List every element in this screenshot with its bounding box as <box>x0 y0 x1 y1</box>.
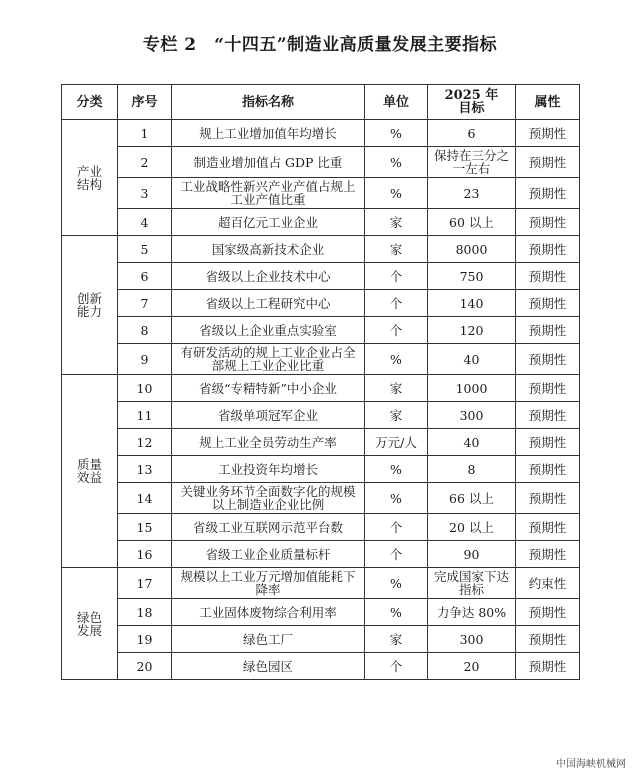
category-label-line: 结构 <box>76 176 102 192</box>
cell-target: 300 <box>428 402 516 429</box>
cell-target: 40 <box>428 429 516 456</box>
cell-indicator-name: 省级工业互联网示范平台数 <box>172 514 365 541</box>
cell-target: 40 <box>428 344 516 375</box>
cell-unit: 个 <box>365 290 428 317</box>
table-row <box>62 514 580 541</box>
table-row <box>62 263 580 290</box>
cell-indicator-name: 省级单项冠军企业 <box>172 402 365 429</box>
table-row <box>62 147 580 178</box>
cell-target: 20 以上 <box>428 514 516 541</box>
header-category: 分类 <box>62 85 118 120</box>
cell-indicator-name: 省级“专精特新”中小企业 <box>172 375 365 402</box>
cell-indicator-name: 工业固体废物综合利用率 <box>172 599 365 626</box>
cell-number: 3 <box>118 178 172 209</box>
category-label-line: 发展 <box>76 622 102 638</box>
cell-target: 66 以上 <box>428 483 516 514</box>
cell-attribute: 预期性 <box>516 514 580 541</box>
table-row <box>62 120 580 147</box>
cell-number: 18 <box>118 599 172 626</box>
cell-attribute: 预期性 <box>516 178 580 209</box>
cell-indicator-name: 规模以上工业万元增加值能耗下降率 <box>172 568 365 599</box>
cell-indicator-name: 绿色园区 <box>172 653 365 680</box>
cell-number: 15 <box>118 514 172 541</box>
cell-number: 9 <box>118 344 172 375</box>
cell-attribute: 约束性 <box>516 568 580 599</box>
cell-indicator-name: 有研发活动的规上工业企业占全部规上工业企业比重 <box>172 344 365 375</box>
cell-attribute: 预期性 <box>516 344 580 375</box>
cell-target: 120 <box>428 317 516 344</box>
cell-attribute: 预期性 <box>516 236 580 263</box>
cell-indicator-name: 关键业务环节全面数字化的规模以上制造业企业比例 <box>172 483 365 514</box>
category-label-line: 效益 <box>76 470 102 485</box>
table-row <box>62 483 580 514</box>
cell-unit: % <box>365 568 428 599</box>
cell-number: 11 <box>118 402 172 429</box>
cell-attribute: 预期性 <box>516 147 580 178</box>
cell-attribute: 预期性 <box>516 209 580 236</box>
cell-target: 1000 <box>428 375 516 402</box>
cell-number: 10 <box>118 375 172 402</box>
cell-attribute: 预期性 <box>516 456 580 483</box>
cell-number: 4 <box>118 209 172 236</box>
cell-number: 2 <box>118 147 172 178</box>
table-row <box>62 568 580 599</box>
table-row <box>62 599 580 626</box>
cell-number: 19 <box>118 626 172 653</box>
cell-indicator-name: 规上工业增加值年均增长 <box>172 120 365 147</box>
cell-target: 750 <box>428 263 516 290</box>
cell-target: 140 <box>428 290 516 317</box>
cell-unit: 个 <box>365 263 428 290</box>
table-body <box>62 120 580 680</box>
header-number: 序号 <box>118 85 172 120</box>
cell-number: 1 <box>118 120 172 147</box>
cell-number: 14 <box>118 483 172 514</box>
category-label-line: 产业 <box>76 163 102 179</box>
category-label-line: 绿色 <box>76 609 102 625</box>
cell-unit: 家 <box>365 626 428 653</box>
cell-indicator-name: 省级以上企业重点实验室 <box>172 317 365 344</box>
cell-target: 8 <box>428 456 516 483</box>
table-row <box>62 653 580 680</box>
cell-indicator-name: 工业投资年均增长 <box>172 456 365 483</box>
cell-attribute: 预期性 <box>516 653 580 680</box>
cell-indicator-name: 省级以上工程研究中心 <box>172 290 365 317</box>
category-label-line: 创新 <box>76 291 102 306</box>
cell-target: 90 <box>428 541 516 568</box>
cell-attribute: 预期性 <box>516 599 580 626</box>
cell-unit: 家 <box>365 236 428 263</box>
header-target-line: 2025 年 <box>444 88 499 103</box>
category-label-line: 质量 <box>76 457 102 472</box>
cell-target: 6 <box>428 120 516 147</box>
header-attribute: 属性 <box>516 85 580 120</box>
cell-attribute: 预期性 <box>516 626 580 653</box>
cell-target: 8000 <box>428 236 516 263</box>
cell-attribute: 预期性 <box>516 317 580 344</box>
table-row <box>62 626 580 653</box>
header-indicator-name: 指标名称 <box>172 85 365 120</box>
table-row <box>62 178 580 209</box>
cell-number: 7 <box>118 290 172 317</box>
category-cell <box>62 375 118 568</box>
cell-unit: % <box>365 456 428 483</box>
cell-target: 20 <box>428 653 516 680</box>
header-unit: 单位 <box>365 85 428 120</box>
cell-attribute: 预期性 <box>516 120 580 147</box>
category-cell <box>62 120 118 236</box>
cell-unit: % <box>365 483 428 514</box>
cell-indicator-name: 省级工业企业质量标杆 <box>172 541 365 568</box>
cell-indicator-name: 省级以上企业技术中心 <box>172 263 365 290</box>
cell-attribute: 预期性 <box>516 541 580 568</box>
header-target-line: 目标 <box>458 101 485 116</box>
cell-indicator-name: 工业战略性新兴产业产值占规上工业产值比重 <box>172 178 365 209</box>
cell-unit: 家 <box>365 375 428 402</box>
cell-indicator-name: 制造业增加值占 GDP 比重 <box>172 147 365 178</box>
cell-unit: % <box>365 178 428 209</box>
table-row <box>62 344 580 375</box>
cell-target: 力争达 80% <box>428 599 516 626</box>
cell-target: 300 <box>428 626 516 653</box>
cell-unit: 个 <box>365 541 428 568</box>
table-row <box>62 402 580 429</box>
cell-indicator-name: 国家级高新技术企业 <box>172 236 365 263</box>
table-row <box>62 541 580 568</box>
table-row <box>62 290 580 317</box>
category-cell <box>62 568 118 680</box>
cell-number: 16 <box>118 541 172 568</box>
cell-attribute: 预期性 <box>516 483 580 514</box>
cell-unit: % <box>365 147 428 178</box>
table-row <box>62 375 580 402</box>
cell-target: 保持在三分之一左右 <box>428 147 516 178</box>
cell-indicator-name: 绿色工厂 <box>172 626 365 653</box>
cell-target: 完成国家下达指标 <box>428 568 516 599</box>
category-cell <box>62 236 118 375</box>
cell-number: 12 <box>118 429 172 456</box>
watermark: 中国海峡机械网 <box>556 759 626 770</box>
category-label-line: 能力 <box>76 304 102 319</box>
cell-unit: 家 <box>365 209 428 236</box>
cell-number: 8 <box>118 317 172 344</box>
cell-unit: 万元/人 <box>365 429 428 456</box>
table-row <box>62 236 580 263</box>
cell-attribute: 预期性 <box>516 402 580 429</box>
cell-number: 6 <box>118 263 172 290</box>
cell-attribute: 预期性 <box>516 429 580 456</box>
cell-unit: % <box>365 599 428 626</box>
cell-indicator-name: 规上工业全员劳动生产率 <box>172 429 365 456</box>
cell-target: 23 <box>428 178 516 209</box>
cell-number: 5 <box>118 236 172 263</box>
table-row <box>62 209 580 236</box>
cell-attribute: 预期性 <box>516 375 580 402</box>
cell-unit: 家 <box>365 402 428 429</box>
cell-unit: % <box>365 120 428 147</box>
cell-number: 13 <box>118 456 172 483</box>
cell-unit: 个 <box>365 653 428 680</box>
table-row <box>62 429 580 456</box>
cell-unit: % <box>365 344 428 375</box>
cell-number: 17 <box>118 568 172 599</box>
cell-attribute: 预期性 <box>516 263 580 290</box>
cell-unit: 个 <box>365 514 428 541</box>
table-row <box>62 456 580 483</box>
cell-indicator-name: 超百亿元工业企业 <box>172 209 365 236</box>
table-row <box>62 317 580 344</box>
header-target <box>428 85 516 120</box>
cell-target: 60 以上 <box>428 209 516 236</box>
cell-unit: 个 <box>365 317 428 344</box>
table-header-row <box>62 85 580 120</box>
indicator-table <box>61 84 580 680</box>
cell-number: 20 <box>118 653 172 680</box>
table-title: 专栏 2 “十四五”制造业高质量发展主要指标 <box>142 35 498 55</box>
cell-attribute: 预期性 <box>516 290 580 317</box>
